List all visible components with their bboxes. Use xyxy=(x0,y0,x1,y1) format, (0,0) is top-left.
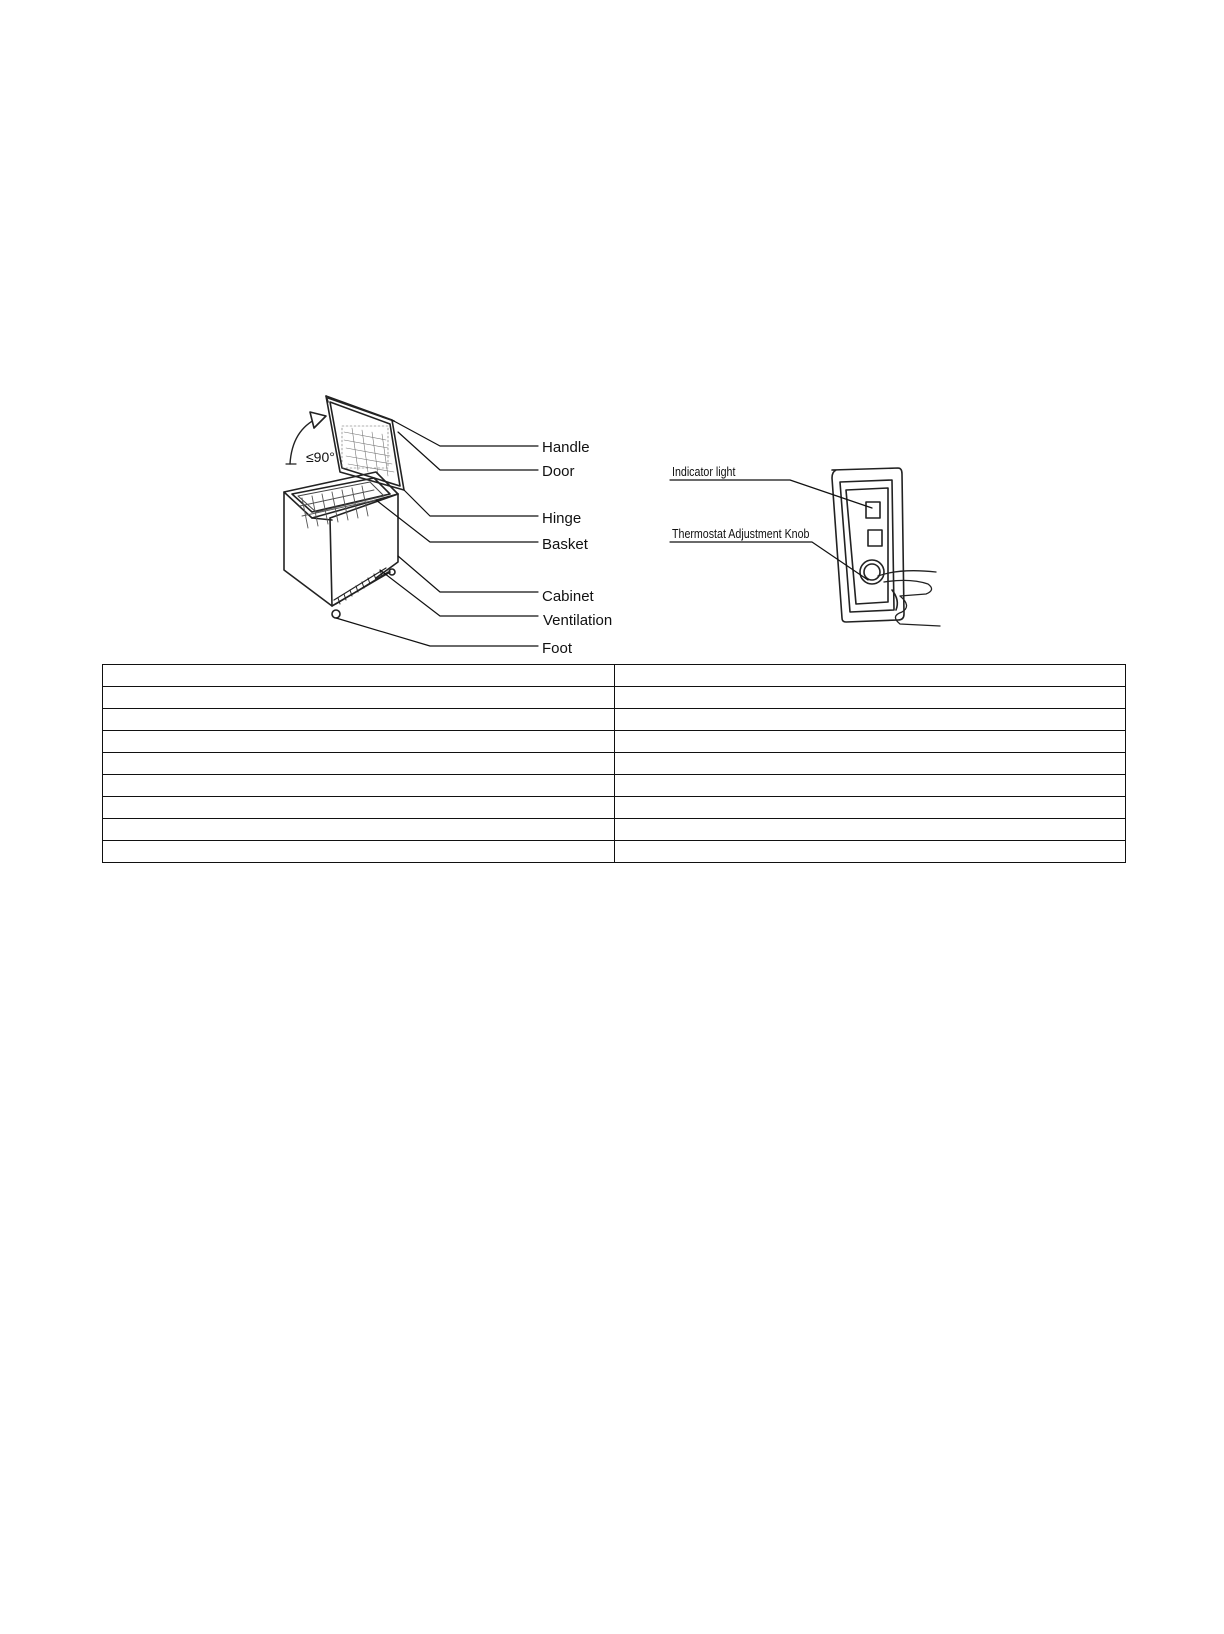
label-hinge: Hinge xyxy=(542,510,582,527)
table-row xyxy=(103,819,1126,841)
table-cell xyxy=(614,709,1126,731)
cabinet-drawing xyxy=(284,472,398,618)
table-row xyxy=(103,709,1126,731)
table-cell xyxy=(614,841,1126,863)
table-cell xyxy=(103,841,615,863)
spec-table-body xyxy=(103,665,1126,863)
table-row xyxy=(103,775,1126,797)
indicator-light-square xyxy=(866,502,880,518)
door-drawing xyxy=(326,396,404,490)
freezer-diagram xyxy=(0,0,1224,680)
table-cell xyxy=(103,797,615,819)
table-cell xyxy=(103,687,615,709)
table-cell xyxy=(614,753,1126,775)
label-door: Door xyxy=(542,463,575,480)
table-row xyxy=(103,797,1126,819)
label-thermostat-knob: Thermostat Adjustment Knob xyxy=(672,526,810,541)
table-cell xyxy=(103,709,615,731)
table-row xyxy=(103,731,1126,753)
angle-label: ≤90° xyxy=(306,449,335,465)
freezer-leader-lines xyxy=(336,420,538,646)
table-cell xyxy=(614,687,1126,709)
table-cell xyxy=(614,775,1126,797)
table-cell xyxy=(614,797,1126,819)
label-cabinet: Cabinet xyxy=(542,588,594,605)
table-row xyxy=(103,753,1126,775)
table-cell xyxy=(103,665,615,687)
table-cell xyxy=(614,819,1126,841)
control-panel-drawing xyxy=(832,468,940,626)
label-basket: Basket xyxy=(542,536,588,553)
table-cell xyxy=(614,731,1126,753)
table-row xyxy=(103,687,1126,709)
label-ventilation: Ventilation xyxy=(543,612,613,629)
table-cell xyxy=(103,819,615,841)
label-foot: Foot xyxy=(542,640,573,657)
table-cell xyxy=(103,731,615,753)
table-cell xyxy=(103,775,615,797)
parts-figure xyxy=(0,0,1224,680)
table-row xyxy=(103,665,1126,687)
table-row xyxy=(103,841,1126,863)
table-cell xyxy=(614,665,1126,687)
label-handle: Handle xyxy=(542,439,590,456)
table-cell xyxy=(103,753,615,775)
spec-table xyxy=(102,664,1126,863)
label-indicator-light: Indicator light xyxy=(672,464,736,479)
